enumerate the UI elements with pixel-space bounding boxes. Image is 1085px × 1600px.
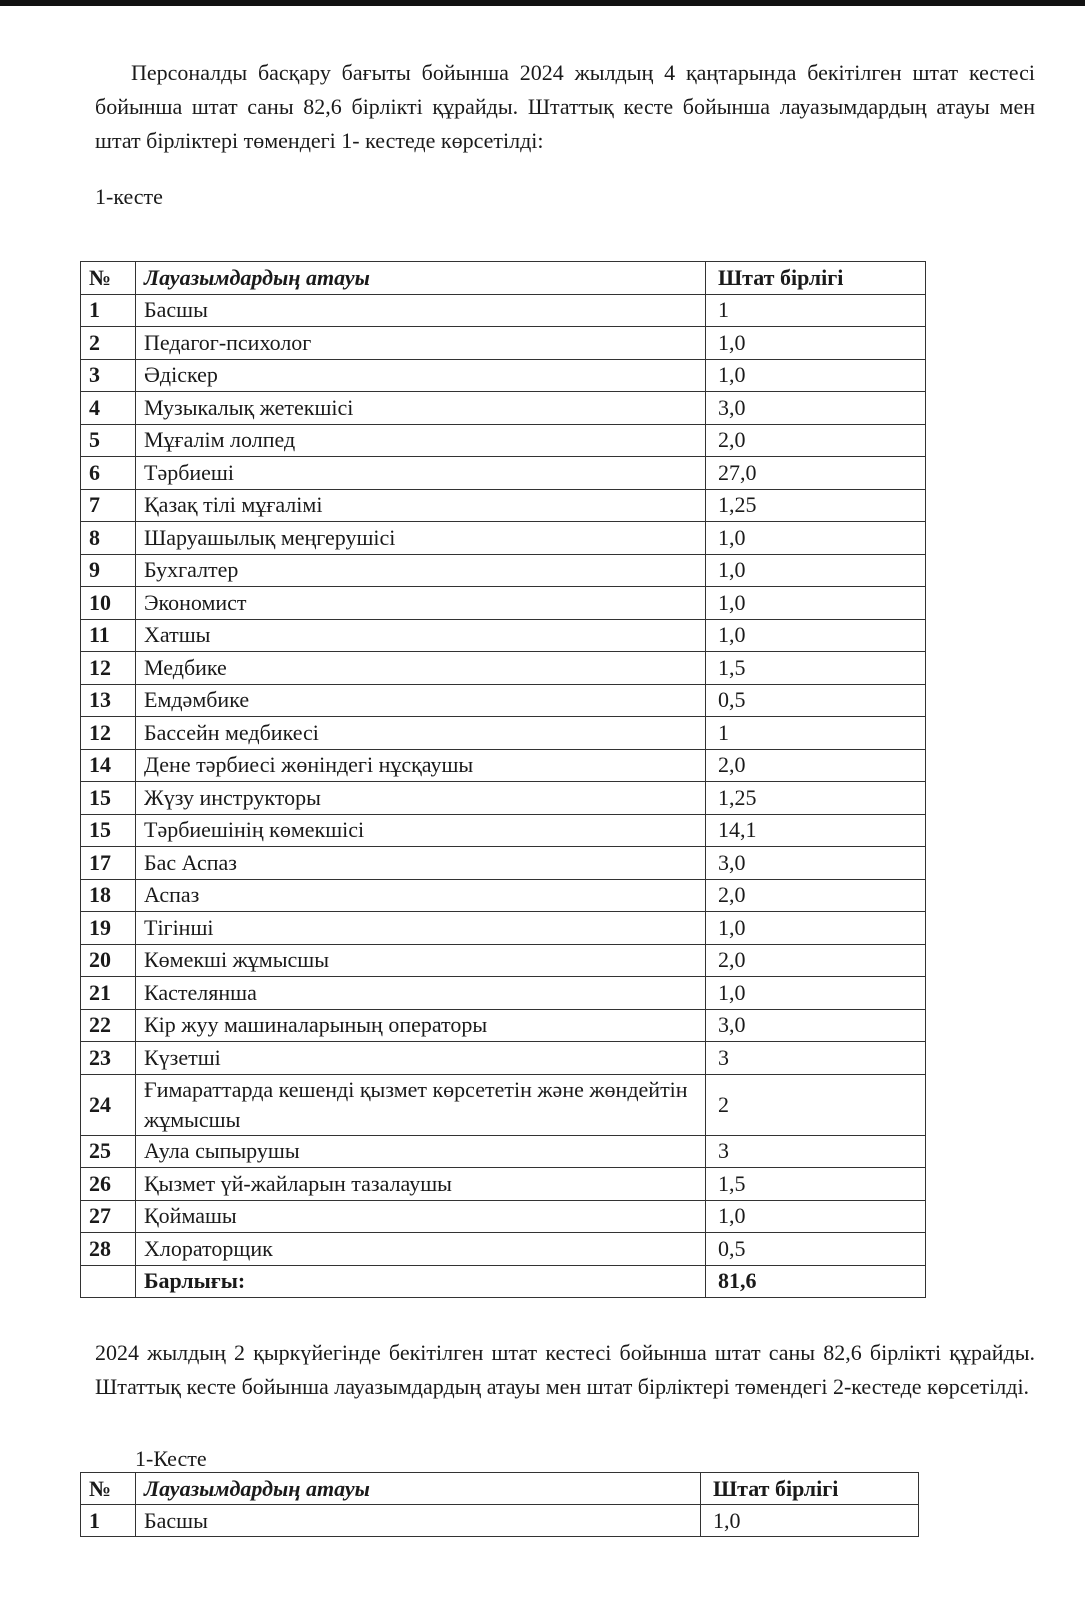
staff-units: 1,0: [706, 554, 926, 587]
table-row: [81, 1168, 926, 1201]
staff-units: 2,0: [706, 424, 926, 457]
table-row: [81, 522, 926, 555]
table-row: [81, 847, 926, 880]
row-number: 28: [81, 1233, 136, 1266]
table-row: [81, 1042, 926, 1075]
staff-units: 3,0: [706, 847, 926, 880]
table-row: [81, 1074, 926, 1135]
row-number: 21: [81, 977, 136, 1010]
row-number: 4: [81, 392, 136, 425]
staff-units: 1,0: [706, 359, 926, 392]
row-number: 1: [81, 294, 136, 327]
row-number: 17: [81, 847, 136, 880]
staff-units: 2,0: [706, 749, 926, 782]
position-name: Бассейн медбикесі: [136, 717, 706, 750]
table-row: [81, 457, 926, 490]
staff-units: 1,5: [706, 652, 926, 685]
position-name: Күзетші: [136, 1042, 706, 1075]
position-name: Мұғалім лолпед: [136, 424, 706, 457]
table-row: [81, 554, 926, 587]
position-name: Аула сыпырушы: [136, 1135, 706, 1168]
position-name: Музыкалық жетекшісі: [136, 392, 706, 425]
position-name: Көмекші жұмысшы: [136, 944, 706, 977]
row-number: 14: [81, 749, 136, 782]
table-row: [81, 782, 926, 815]
row-number: 7: [81, 489, 136, 522]
staff-units: 0,5: [706, 1233, 926, 1266]
table2-caption: 1-Кесте: [135, 1446, 207, 1471]
total-label: Барлығы:: [136, 1265, 706, 1298]
position-name: Емдәмбике: [136, 684, 706, 717]
position-name: Дене тәрбиесі жөніндегі нұсқаушы: [136, 749, 706, 782]
row-number: 6: [81, 457, 136, 490]
row-number: 2: [81, 327, 136, 360]
row-number: 24: [81, 1074, 136, 1135]
table-row: [81, 912, 926, 945]
table-row: [81, 1135, 926, 1168]
staff-units: 27,0: [706, 457, 926, 490]
staff-units: 1: [706, 717, 926, 750]
table-row: [81, 619, 926, 652]
row-number: 26: [81, 1168, 136, 1201]
row-number: 20: [81, 944, 136, 977]
staff-units: 3: [706, 1042, 926, 1075]
header-number: №: [81, 1473, 136, 1505]
position-name: Педагог-психолог: [136, 327, 706, 360]
staff-table-2: [80, 1472, 919, 1537]
staff-units: 1,0: [706, 619, 926, 652]
staff-units: 3,0: [706, 1009, 926, 1042]
row-number: 11: [81, 619, 136, 652]
position-name: Тігінші: [136, 912, 706, 945]
position-name: Аспаз: [136, 879, 706, 912]
table-row: [81, 1200, 926, 1233]
table-row: [81, 392, 926, 425]
staff-units: 2,0: [706, 944, 926, 977]
position-name: Экономист: [136, 587, 706, 620]
staff-units: 1,0: [706, 327, 926, 360]
table-row: [81, 1233, 926, 1266]
position-name: Кастелянша: [136, 977, 706, 1010]
row-number: 25: [81, 1135, 136, 1168]
position-name: Жүзу инструкторы: [136, 782, 706, 815]
table-row: [81, 424, 926, 457]
position-name: Ғимараттарда кешенді қызмет көрсететін және жөндейтін жұмысшы: [136, 1074, 706, 1135]
header-staff-units: Штат бірлігі: [701, 1473, 919, 1505]
row-number: 22: [81, 1009, 136, 1042]
staff-table-1: [80, 261, 926, 1298]
table-header-row: [81, 262, 926, 295]
staff-units: 1,0: [706, 977, 926, 1010]
table-row: [81, 359, 926, 392]
staff-units: 1: [706, 294, 926, 327]
position-name: Әдіскер: [136, 359, 706, 392]
table-row: [81, 944, 926, 977]
header-staff-units: Штат бірлігі: [706, 262, 926, 295]
staff-units: 2: [706, 1074, 926, 1135]
row-number: 18: [81, 879, 136, 912]
table-row: [81, 879, 926, 912]
row-number: 19: [81, 912, 136, 945]
staff-units: 1,0: [706, 912, 926, 945]
row-number: 1: [81, 1505, 136, 1537]
position-name: Басшы: [136, 1505, 701, 1537]
position-name: Қызмет үй-жайларын тазалаушы: [136, 1168, 706, 1201]
row-number: 9: [81, 554, 136, 587]
table-row: [81, 327, 926, 360]
row-number: 27: [81, 1200, 136, 1233]
staff-units: 2,0: [706, 879, 926, 912]
row-number: 15: [81, 782, 136, 815]
table1-caption: 1-кесте: [95, 184, 163, 209]
staff-units: 1,0: [706, 1200, 926, 1233]
position-name: Бас Аспаз: [136, 847, 706, 880]
table-row: [81, 749, 926, 782]
table-row: [81, 587, 926, 620]
row-number: 5: [81, 424, 136, 457]
row-number: 10: [81, 587, 136, 620]
table-row: [81, 814, 926, 847]
row-number: 12: [81, 717, 136, 750]
staff-units: 1,25: [706, 489, 926, 522]
row-number: 15: [81, 814, 136, 847]
table-header-row: [81, 1473, 919, 1505]
header-position-name: Лауазымдардың атауы: [136, 262, 706, 295]
row-number: 8: [81, 522, 136, 555]
table-row: [81, 1009, 926, 1042]
staff-units: 0,5: [706, 684, 926, 717]
position-name: Шаруашылық меңгерушісі: [136, 522, 706, 555]
table-row: [81, 977, 926, 1010]
staff-units: 1,0: [706, 587, 926, 620]
position-name: Кір жуу машиналарының операторы: [136, 1009, 706, 1042]
position-name: Қоймашы: [136, 1200, 706, 1233]
staff-units: 1,5: [706, 1168, 926, 1201]
header-position-name: Лауазымдардың атауы: [136, 1473, 701, 1505]
staff-units: 1,25: [706, 782, 926, 815]
intro-paragraph: Персоналды басқару бағыты бойынша 2024 жылдың 4 қаңтарында бекітілген штат кестесі бойынша штат саны 82,6 бірлікті құрайды. Штаттық кесте бойынша лауазымдардың атауы мен штат бірліктері төмендегі 1- кестеде көрсетілді:: [95, 60, 1035, 153]
position-name: Медбике: [136, 652, 706, 685]
staff-units: 1,0: [706, 522, 926, 555]
position-name: Тәрбиешінің көмекшісі: [136, 814, 706, 847]
position-name: Тәрбиеші: [136, 457, 706, 490]
table-row: [81, 489, 926, 522]
table-row: [81, 684, 926, 717]
position-name: Хатшы: [136, 619, 706, 652]
table-row: [81, 1505, 919, 1537]
total-units: 81,6: [706, 1265, 926, 1298]
position-name: Қазақ тілі мұғалімі: [136, 489, 706, 522]
staff-units: 1,0: [701, 1505, 919, 1537]
staff-units: 3: [706, 1135, 926, 1168]
staff-units: 3,0: [706, 392, 926, 425]
table-row: [81, 652, 926, 685]
position-name: Басшы: [136, 294, 706, 327]
position-name: Бухгалтер: [136, 554, 706, 587]
staff-units: 14,1: [706, 814, 926, 847]
total-number-cell: [81, 1265, 136, 1298]
second-paragraph: 2024 жылдың 2 қыркүйегінде бекітілген штат кестесі бойынша штат саны 82,6 бірлікті құрайды. Штаттық кесте бойынша лауазымдардың атауы мен штат бірліктері төмендегі 2-кестеде көрсетілді.: [95, 1340, 1035, 1399]
position-name: Хлораторщик: [136, 1233, 706, 1266]
header-number: №: [81, 262, 136, 295]
table-row: [81, 717, 926, 750]
top-edge-bar: [0, 0, 1085, 6]
row-number: 23: [81, 1042, 136, 1075]
row-number: 3: [81, 359, 136, 392]
row-number: 13: [81, 684, 136, 717]
total-row: [81, 1265, 926, 1298]
table-row: [81, 294, 926, 327]
row-number: 12: [81, 652, 136, 685]
